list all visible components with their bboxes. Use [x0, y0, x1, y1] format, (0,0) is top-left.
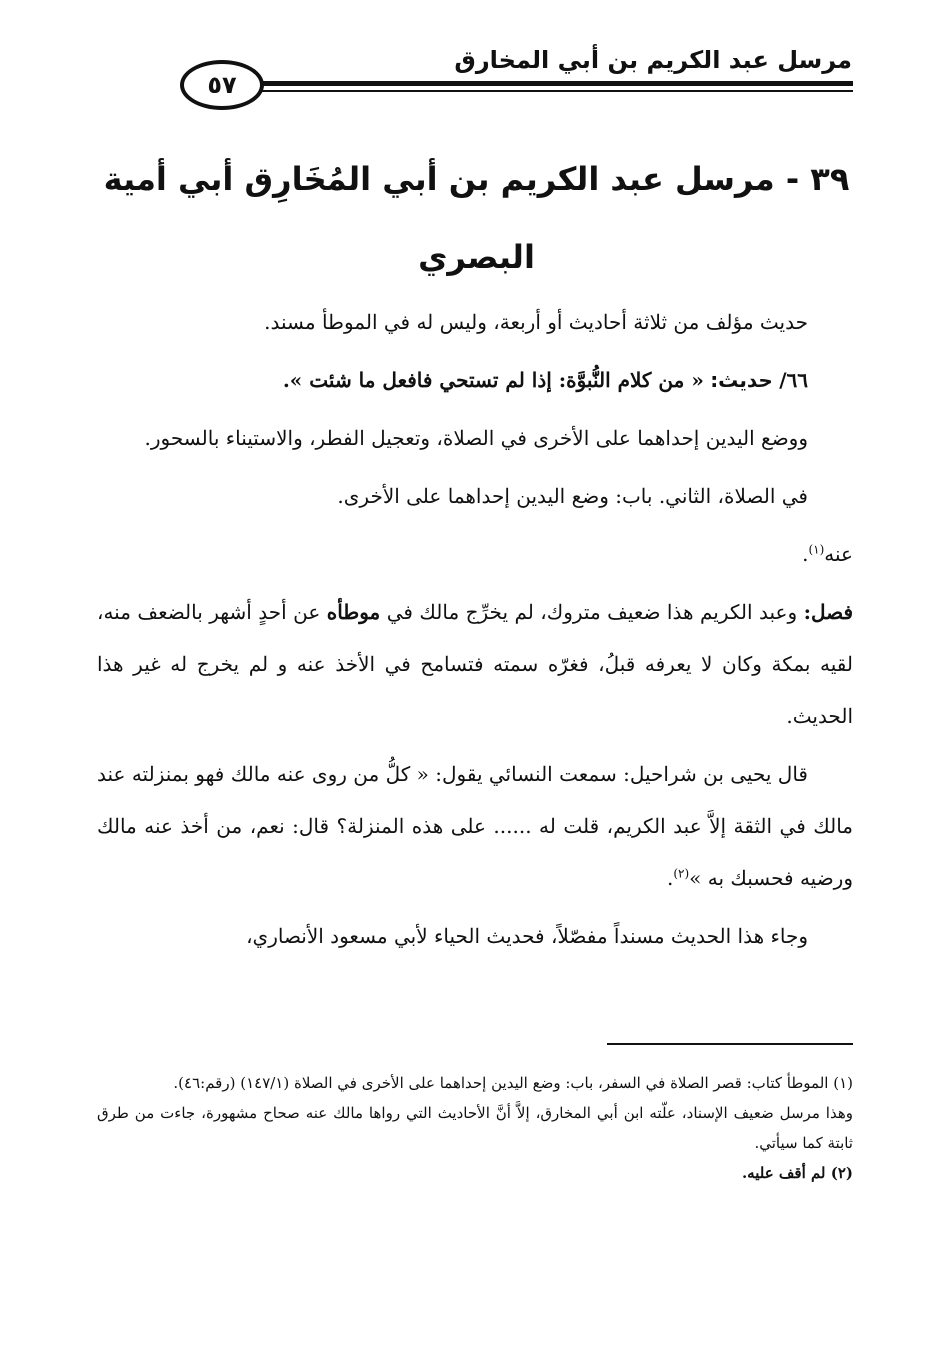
hadith-quote: « من كلام النُّبوَّة: إذا لم تستحي فافعل ما شئت ».: [282, 368, 704, 392]
header-rule-thin: [262, 90, 853, 92]
footnote-ref-2: (٢): [673, 866, 690, 881]
footnote-ref-1: (١): [808, 542, 825, 557]
paragraph-3-end: .: [802, 542, 809, 566]
hadith-paragraph: [97, 354, 853, 406]
page-number: ٥٧: [180, 60, 264, 110]
body-text: [97, 296, 853, 968]
fasl-label: فصل:: [803, 600, 854, 624]
footnote-1-continued: وهذا مرسل ضعيف الإسناد، علّته ابن أبي المخارق، إلاَّ أنَّ الأحاديث التي رواها مالك عنه صحاح مشهورة، جاءت من طرق ثابتة كما سيأتي.: [97, 1104, 853, 1152]
paragraph-5: وجاء هذا الحديث مسنداً مفصّلاً، فحديث الحياء لأبي مسعود الأنصاري،: [246, 924, 808, 948]
paragraph-4: [97, 748, 853, 904]
fasl-text-a: وعبد الكريم هذا ضعيف متروك، لم يخرِّج مالك في: [386, 600, 798, 624]
footnote-separator: [607, 1043, 853, 1045]
hadith-label: حديث:: [710, 368, 773, 392]
fasl-text-b: عن أحدٍ أشهر بالضعف منه، لقيه بمكة وكان لا يعرفه قبلُ، فغرّه سمته فتسامح في الأخذ عنه و لم يخرج له غير هذا الحديث.: [97, 600, 853, 728]
footnote-1: (١) الموطأ كتاب: قصر الصلاة في السفر، باب: وضع اليدين إحداهما على الأخرى في الصلاة (١٤٧/١) (رقم:٤٦).: [173, 1074, 853, 1092]
paragraph-3-text: عنه: [824, 542, 853, 566]
header-rule-thick: [262, 81, 853, 86]
paragraph-1: ووضع اليدين إحداهما على الأخرى في الصلاة، وتعجيل الفطر، والاستيناء بالسحور.: [144, 426, 808, 450]
paragraph-4-text: قال يحيى بن شراحيل: سمعت النسائي يقول: « كلُّ من روى عنه مالك فهو بمنزلته عند مالك في الثقة إلاَّ عبد الكريم، قلت له ...... على هذه المنزلة؟ قال: نعم، من أخذ عنه مالك ورضيه فحسبك به »: [97, 762, 853, 890]
fasl-paragraph: [97, 586, 853, 742]
fasl-bold-word: موطأه: [326, 600, 381, 624]
running-head-title: مرسل عبد الكريم بن أبي المخارق: [454, 46, 852, 74]
intro-paragraph: حديث مؤلف من ثلاثة أحاديث أو أربعة، وليس له في الموطأ مسند.: [264, 310, 808, 334]
footnotes: [97, 1068, 853, 1188]
paragraph-3: [97, 528, 853, 580]
chapter-title: ٣٩ - مرسل عبد الكريم بن أبي المُخَارِق أبي أمية البصري: [103, 160, 850, 276]
footnote-2: (٢) لم أقف عليه.: [741, 1164, 853, 1182]
hadith-number: ٦٦/: [779, 368, 808, 392]
paragraph-2: في الصلاة، الثاني. باب: وضع اليدين إحداهما على الأخرى.: [337, 484, 808, 508]
paragraph-4-end: .: [666, 866, 674, 890]
